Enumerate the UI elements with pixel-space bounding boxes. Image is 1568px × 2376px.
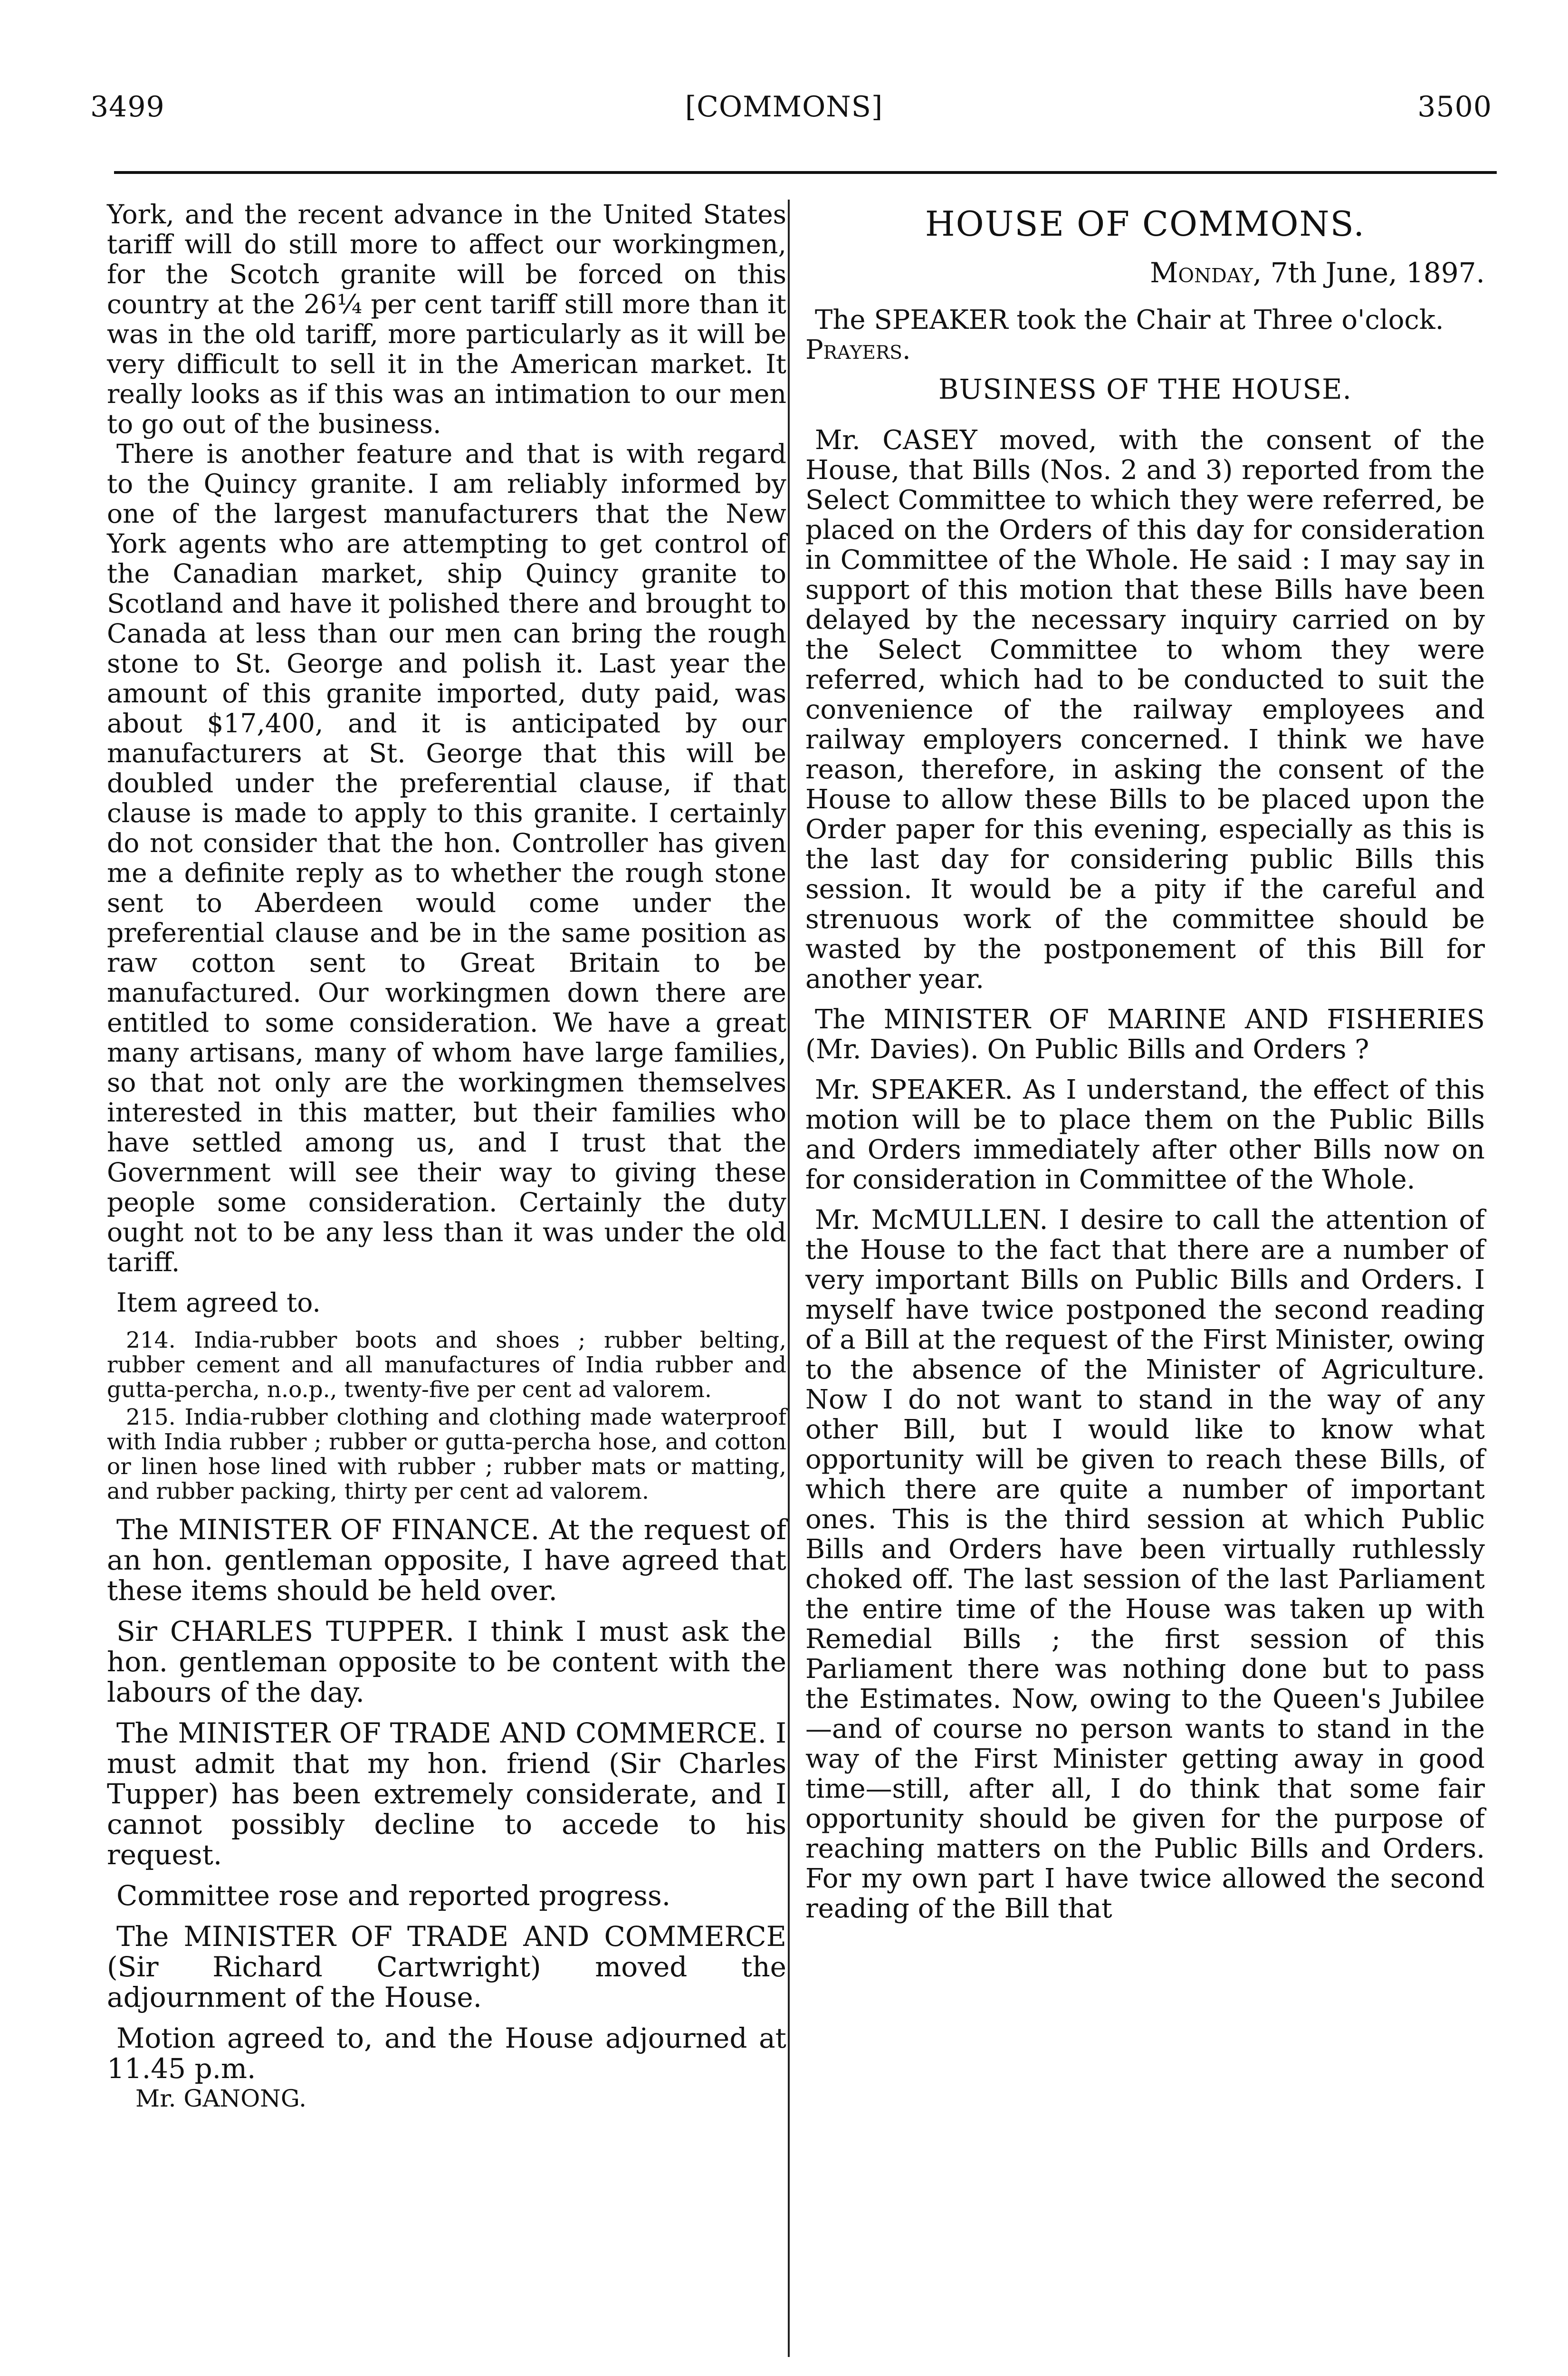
business-heading: BUSINESS OF THE HOUSE. [938,373,1352,405]
speech-minister-marine: The MINISTER OF MARINE AND FISHERIES (Mr. Davies). On Public Bills and Orders ? [805,1004,1485,1065]
left-column [107,200,786,2114]
right-page-number: 3500 [1417,90,1492,124]
sitting-date-rest: 7th June, 1897. [1270,257,1485,289]
speech-charles-tupper: Sir CHARLES TUPPER. I think I must ask the hon. gentleman opposite to be content with the labours of the day. [107,1615,786,1708]
debate-paragraph: There is another feature and that is with regard to the Quincy granite. I am reliably informed by one of the largest manufacturers that the New York agents who are attempting to get control of the Canadian market, ship Quincy granite to Scotland and have it polished there and brought to Canada at less than our men can bring the rough stone to St. George and polish it. Last year the amount of this granite imported, duty paid, was about $17,400, and it is anticipated by our manufacturers at St. George that this will be doubled under the preferential clause, if that clause is made to apply to this granite. I certainly do not consider that the hon. Controller has given me a definite reply as to whether the rough stone sent to Aberdeen would come under the preferential clause and be in the same position as raw cotton sent to Great Britain to be manufactured. Our workingmen down there are entitled to some consideration. We have a great many artisans, many of whom have large families, so that not only are the workingmen themselves interested in this matter, but their families who have settled among us, and I trust that the Government will see their way to giving these people some consideration. Certainly the duty ought not to be any less than it was under the old tariff. [107,439,786,1277]
left-page-number: 3499 [90,90,165,124]
footer-speaker-name: Mr. GANONG. [135,2085,306,2112]
house-title: HOUSE OF COMMONS. [925,204,1366,244]
page-header-title: [COMMONS] [685,90,883,124]
speech-minister-trade: The MINISTER OF TRADE AND COMMERCE. I must admit that my hon. friend (Sir Charles Tupper) has been extremely considerate, and I cannot possibly decline to accede to his request. [107,1717,786,1871]
schedule-item-214: 214. India-rubber boots and shoes ; rubber belting, rubber cement and all manufactures of India rubber and gutta-percha, n.o.p., twenty-five per cent ad valorem. [107,1327,786,1403]
debate-paragraph: York, and the recent advance in the United States tariff will do still more to affect our workingmen, for the Scotch granite will be forced on this country at the 26¼ per cent tariff still more than it was in the old tariff, more particularly as it will be very difficult to sell it in the American market. It really looks as if this was an intimation to our men to go out of the business. [107,199,786,439]
header-rule [114,171,1497,174]
motion-agreed: Motion agreed to, and the House adjourned at 11.45 p.m. [107,2022,786,2085]
tariff-schedule [107,1328,786,1504]
speaker-chair: The SPEAKER took the Chair at Three o'clock. [815,305,1444,335]
column-divider [788,200,790,2357]
speech-minister-finance: The MINISTER OF FINANCE. At the request of an hon. gentleman opposite, I have agreed that these items should be held over. [107,1514,786,1607]
right-column [805,200,1485,1924]
adjournment-motion: The MINISTER OF TRADE AND COMMERCE (Sir Richard Cartwright) moved the adjournment of the House. [107,1920,786,2013]
sitting-date [805,258,1485,288]
speech-mcmullen: Mr. McMULLEN. I desire to call the attention of the House to the fact that there are a number of very important Bills on Public Bills and Orders. I myself have twice postponed the second reading of a Bill at the request of the First Minister, owing to the absence of the Minister of Agriculture. Now I do not want to stand in the way of any other Bill, but I would like to know what opportunity will be given to reach these Bills, of which there are quite a number of important ones. This is the third session at which Public Bills and Orders have been virtually ruthlessly choked off. The last session of the last Parliament the entire time of the House was taken up with Remedial Bills ; the first session of this Parliament there was nothing done but to pass the Estimates. Now, owing to the Queen's Jubilee—and of course no person wants to stand in the way of the First Minister getting away in good time—still, after all, I do think that some fair opportunity should be given for the purpose of reaching matters on the Public Bills and Orders. For my own part I have twice allowed the second reading of the Bill that [805,1205,1485,1924]
sitting-day: Monday, [1150,257,1262,289]
speech-casey: Mr. CASEY moved, with the consent of the House, that Bills (Nos. 2 and 3) reported from the Select Committee to which they were referred, be placed on the Orders of this day for consideration in Committee of the Whole. He said : I may say in support of this motion that these Bills have been delayed by the necessary inquiry carried on by the Select Committee to whom they were referred, which had to be conducted to suit the convenience of the railway employees and railway employers concerned. I think we have reason, therefore, in asking the consent of the House to allow these Bills to be placed upon the Order paper for this evening, especially as this is the last day for considering public Bills this session. It would be a pity if the careful and strenuous work of the committee should be wasted by the postponement of this Bill for another year. [805,425,1485,995]
item-agreed: Item agreed to. [116,1287,321,1318]
committee-rose: Committee rose and reported progress. [116,1879,671,1912]
schedule-item-215: 215. India-rubber clothing and clothing made waterproof with India rubber ; rubber or gutta-percha hose, and cotton or linen hose lined with rubber ; rubber mats or matting, and rubber packing, thirty per cent ad valorem. [107,1404,786,1504]
speech-speaker: Mr. SPEAKER. As I understand, the effect of this motion will be to place them on the Public Bills and Orders immediately after other Bills now on for consideration in Committee of the Whole. [805,1074,1485,1195]
prayers: Prayers. [805,335,911,365]
